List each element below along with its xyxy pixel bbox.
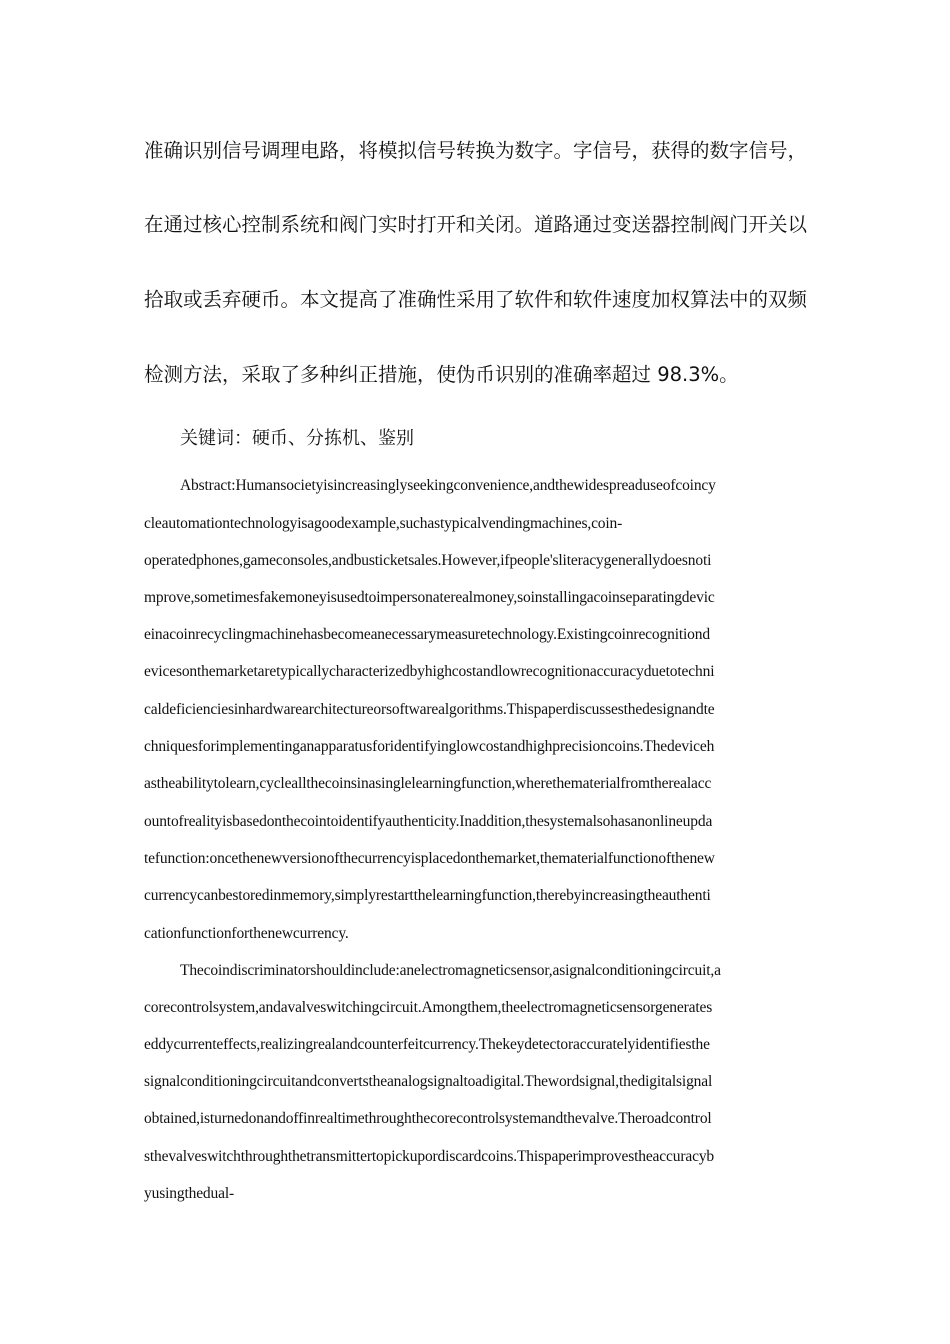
- abstract-line: mprove,sometimesfakemoneyisusedtoimpersonaterealmoney,soinstallingacoinseparatingdevic: [144, 589, 715, 606]
- chinese-text-line: 准确识别信号调理电路，将模拟信号转换为数字。字信号，获得的数字信号，: [144, 139, 808, 162]
- chinese-text-line: 在通过核心控制系统和阀门实时打开和关闭。道路通过变送器控制阀门开关以: [144, 213, 808, 236]
- abstract-line: einacoinrecyclingmachinehasbecomeanecessarymeasuretechnology.Existingcoinrecognitiond: [144, 626, 710, 643]
- chinese-text-line: 拾取或丢弃硬币。本文提高了准确性采用了软件和软件速度加权算法中的双频: [144, 288, 808, 311]
- abstract-line: cleautomationtechnologyisagoodexample,suchastypicalvendingmachines,coin-: [144, 515, 623, 532]
- abstract-line: evicesonthemarketaretypicallycharacterizedbyhighcostandlowrecognitionaccuracyduetotechni: [144, 663, 715, 680]
- keywords-line: 关键词：硬币、分拣机、鉴别: [180, 428, 414, 449]
- abstract-line: caldeficienciesinhardwarearchitectureorsoftwarealgorithms.Thispaperdiscussesthedesignandte: [144, 701, 715, 718]
- chinese-text-line: 检测方法，采取了多种纠正措施，使伪币识别的准确率超过 98.3%。: [144, 363, 739, 386]
- abstract-line: tefunction:oncethenewversionofthecurrencyisplacedonthemarket,thematerialfunctionofthenew: [144, 850, 715, 867]
- abstract-line: chniquesforimplementinganapparatusforidentifyinglowcostandhighprecisioncoins.Thedeviceh: [144, 738, 715, 755]
- body-line: Thecoindiscriminatorshouldinclude:anelectromagneticsensor,asignalconditioningcircuit,a: [180, 962, 721, 979]
- body-line: eddycurrenteffects,realizingrealandcounterfeitcurrency.Thekeydetectoraccuratelyidentifiesthe: [144, 1036, 710, 1053]
- body-line: signalconditioningcircuitandconvertstheanalogsignaltoadigital.Thewordsignal,thedigitalsignal: [144, 1073, 713, 1090]
- body-line: corecontrolsystem,andavalveswitchingcircuit.Amongthem,theelectromagneticsensorgenerates: [144, 999, 713, 1016]
- abstract-line: cationfunctionforthenewcurrency.: [144, 925, 349, 942]
- abstract-line: currencycanbestoredinmemory,simplyrestartthelearningfunction,therebyincreasingtheauthenti: [144, 887, 711, 904]
- abstract-line: Abstract:Humansocietyisincreasinglyseekingconvenience,andthewidespreaduseofcoincy: [180, 477, 716, 494]
- abstract-line: astheabilitytolearn,cycleallthecoinsinasinglelearningfunction,wherethematerialfromtherealacc: [144, 775, 712, 792]
- abstract-line: operatedphones,gameconsoles,andbusticketsales.However,ifpeople'sliteracygenerallydoesnoti: [144, 552, 712, 569]
- body-line: yusingthedual-: [144, 1185, 235, 1202]
- body-line: sthevalveswitchthroughthetransmittertopickupordiscardcoins.Thispaperimprovestheaccuracyb: [144, 1148, 715, 1165]
- body-line: obtained,isturnedonandoffinrealtimethroughthecorecontrolsystemandthevalve.Theroadcontrol: [144, 1110, 712, 1127]
- abstract-line: ountofrealityisbasedonthecointoidentifyauthenticity.Inaddition,thesystemalsohasanonlineupda: [144, 813, 713, 830]
